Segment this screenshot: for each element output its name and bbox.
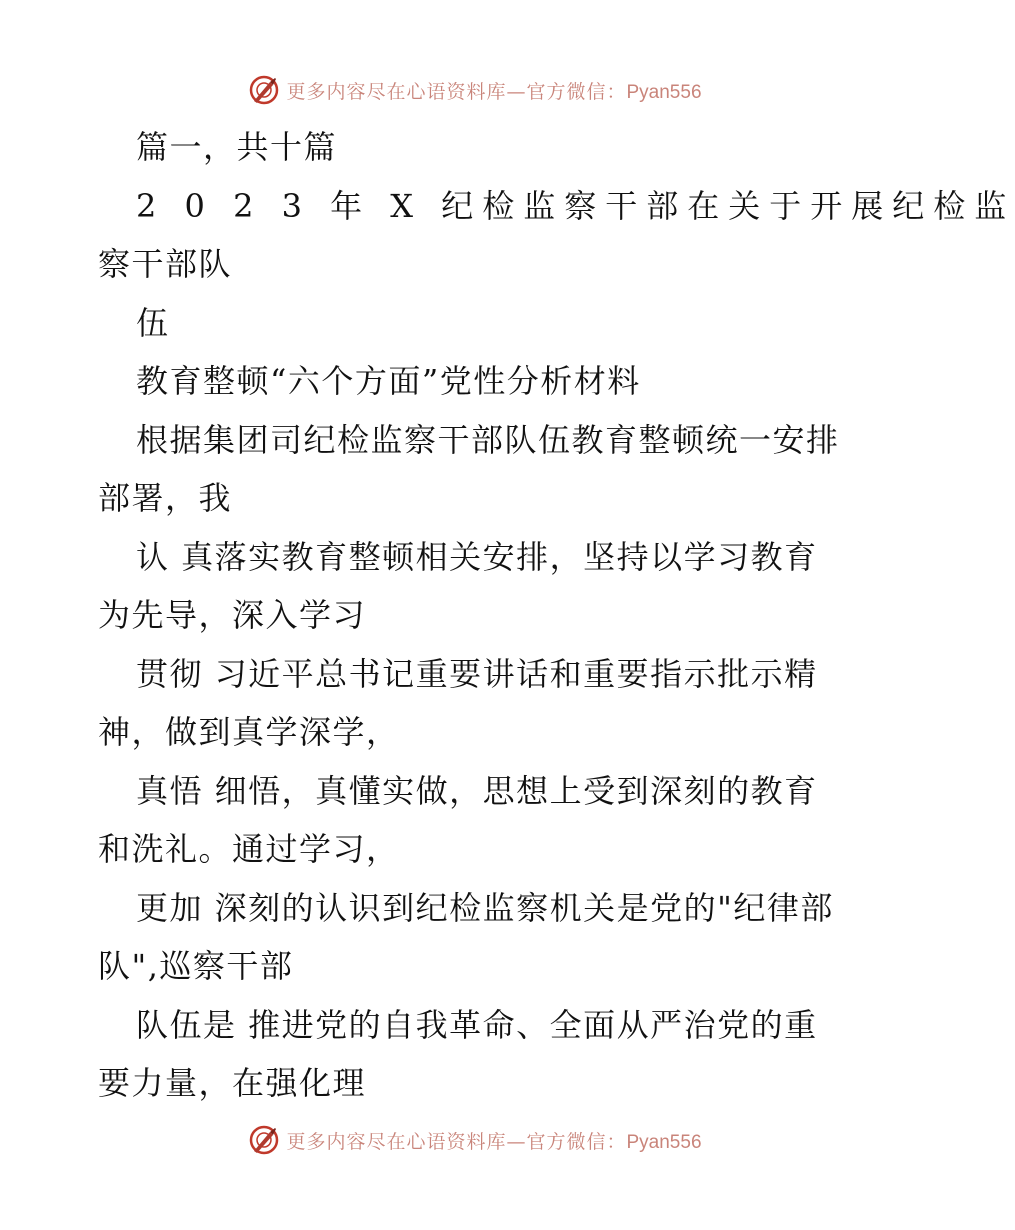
wechat-id: Pyan556 bbox=[626, 1131, 702, 1153]
watermark-banner-top bbox=[0, 70, 950, 110]
doc-line-12: 真悟 细悟，真懂实做，思想上受到深刻的教育 bbox=[136, 771, 818, 810]
doc-line-1: 篇一，共十篇 bbox=[136, 128, 338, 166]
doc-line-6: 根据集团司纪检监察干部队伍教育整顿统一安排 bbox=[136, 420, 840, 459]
watermark-text: 更多内容尽在心语资料库—官方微信：Pyan556 bbox=[286, 80, 702, 103]
doc-line-16: 队伍是 推进党的自我革命、全面从严治党的重 bbox=[136, 1005, 818, 1044]
doc-line-14: 更加 深刻的认识到纪检监察机关是党的"纪律部 bbox=[136, 888, 834, 927]
doc-line-2: 2 0 2 3 年 X 纪检监察干部在关于开展纪检监 bbox=[136, 186, 1015, 225]
watermark-banner-bottom bbox=[0, 1120, 950, 1160]
doc-line-11: 神，做到真学深学， bbox=[98, 713, 400, 751]
doc-line-15: 队",巡察干部 bbox=[98, 947, 294, 985]
doc-line-8: 认 真落实教育整顿相关安排，坚持以学习教育 bbox=[136, 537, 818, 576]
watermark-text: 更多内容尽在心语资料库—官方微信：Pyan556 bbox=[286, 1130, 702, 1153]
doc-line-5: 教育整顿“六个方面”党性分析材料 bbox=[136, 362, 641, 400]
doc-line-4: 伍 bbox=[136, 303, 170, 342]
doc-line-10: 贯彻 习近平总书记重要讲话和重要指示批示精 bbox=[136, 654, 818, 693]
document-body bbox=[98, 118, 1015, 1113]
doc-line-7: 部署，我 bbox=[98, 479, 233, 517]
wechat-id: Pyan556 bbox=[626, 81, 702, 103]
doc-line-3: 察干部队 bbox=[98, 245, 233, 283]
doc-line-9: 为先导，深入学习 bbox=[98, 596, 367, 634]
pen-logo-icon bbox=[248, 74, 280, 106]
doc-line-13: 和洗礼。通过学习， bbox=[98, 830, 400, 868]
doc-line-17: 要力量，在强化理 bbox=[98, 1064, 367, 1102]
pen-logo-icon bbox=[248, 1124, 280, 1156]
